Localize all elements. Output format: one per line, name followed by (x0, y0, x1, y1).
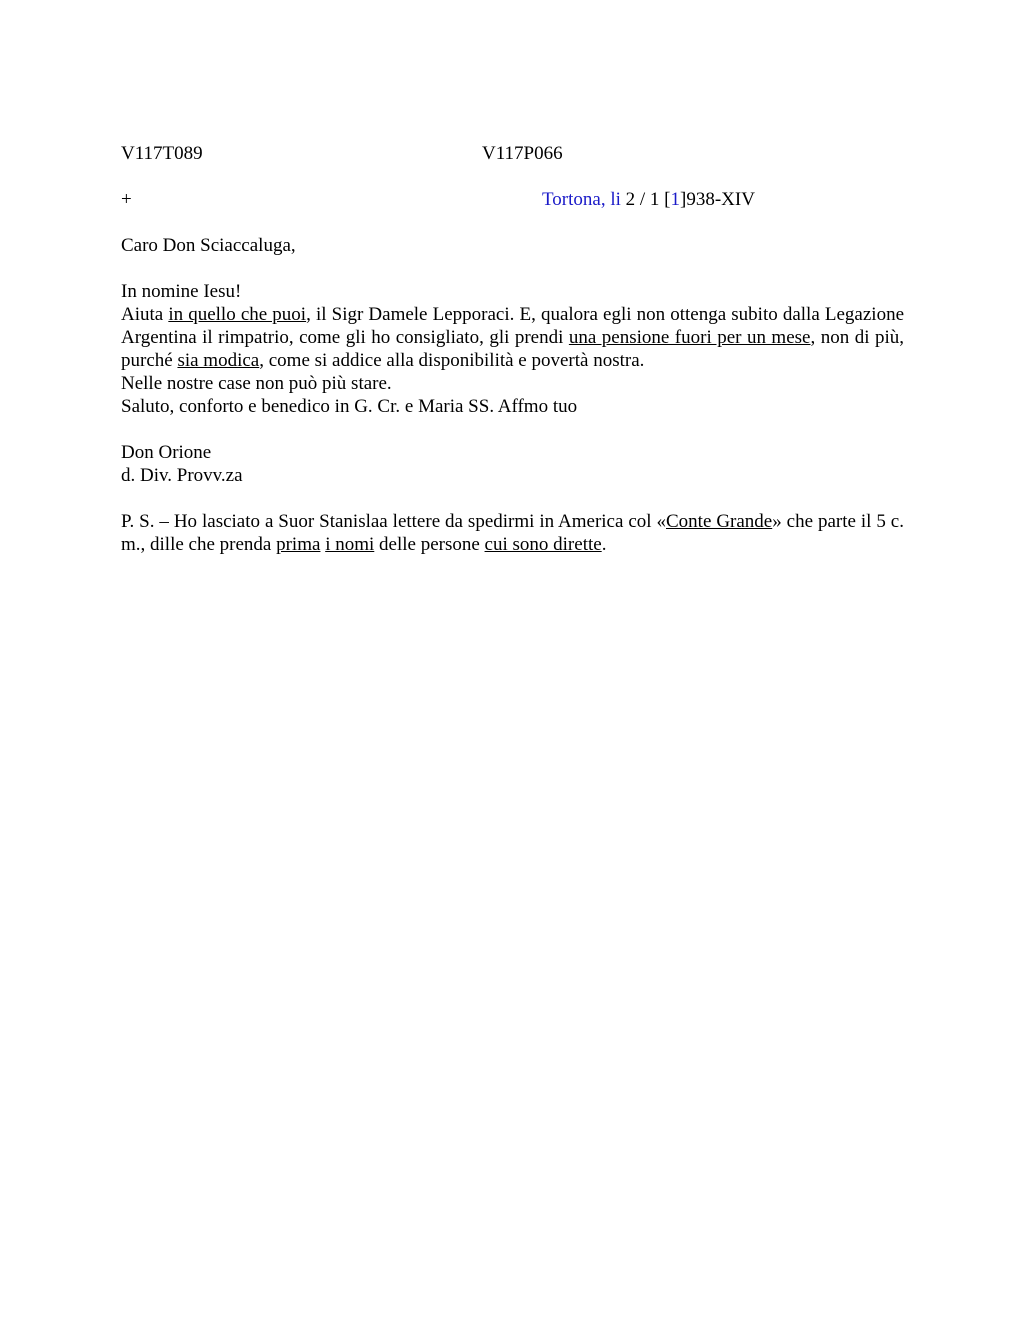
date-part-2: ]938-XIV (680, 189, 755, 210)
ps-text: . (601, 534, 607, 555)
body-paragraph (121, 303, 904, 372)
ps-text: P. S. – Ho lasciato a Suor Stanislaa lettere da spedirmi in America col « (121, 511, 666, 532)
body-line-2: Nelle nostre case non può più stare. (121, 373, 392, 394)
underlined-phrase: cui sono dirette (484, 534, 602, 555)
body-text: , come si addice alla disponibilità e povertà nostra. (259, 350, 645, 371)
body-text: Aiuta (121, 304, 169, 325)
archive-code-left: V117T089 (121, 143, 203, 164)
cross-mark: + (121, 189, 132, 210)
place-date (542, 188, 755, 211)
date-insert: 1 (670, 189, 680, 210)
underlined-phrase: Conte Grande (666, 511, 773, 532)
dateline (121, 188, 904, 211)
date-part-1: 2 / 1 [ (620, 189, 671, 210)
signature-title: d. Div. Provv.za (121, 465, 243, 486)
postscript (121, 510, 904, 556)
body-text: , non di più, purché (121, 327, 904, 371)
underlined-phrase: una pensione fuori per un mese (568, 327, 811, 348)
underlined-phrase: i nomi (325, 534, 375, 555)
archive-codes-row (121, 142, 904, 165)
ps-text: » che parte il 5 c. m., dille che prenda (121, 511, 904, 555)
body-text: , il Sigr Damele Lepporaci. E, qualora egli non ottenga subito dalla Legazione Argentina il rimpatrio, come gli ho consigliato, gli prendi (121, 304, 904, 348)
place-name: Tortona, li (542, 189, 621, 210)
archive-code-right: V117P066 (482, 143, 563, 164)
salutation: Caro Don Sciaccaluga, (121, 235, 296, 256)
letter-page (121, 142, 904, 556)
underlined-phrase: sia modica (177, 350, 260, 371)
invocation: In nomine Iesu! (121, 281, 242, 302)
ps-text: delle persone (374, 534, 485, 555)
body-line-3: Saluto, conforto e benedico in G. Cr. e Maria SS. Affmo tuo (121, 396, 578, 417)
underlined-phrase: in quello che puoi (168, 304, 307, 325)
signature-name: Don Orione (121, 442, 212, 463)
underlined-phrase: prima (276, 534, 321, 555)
